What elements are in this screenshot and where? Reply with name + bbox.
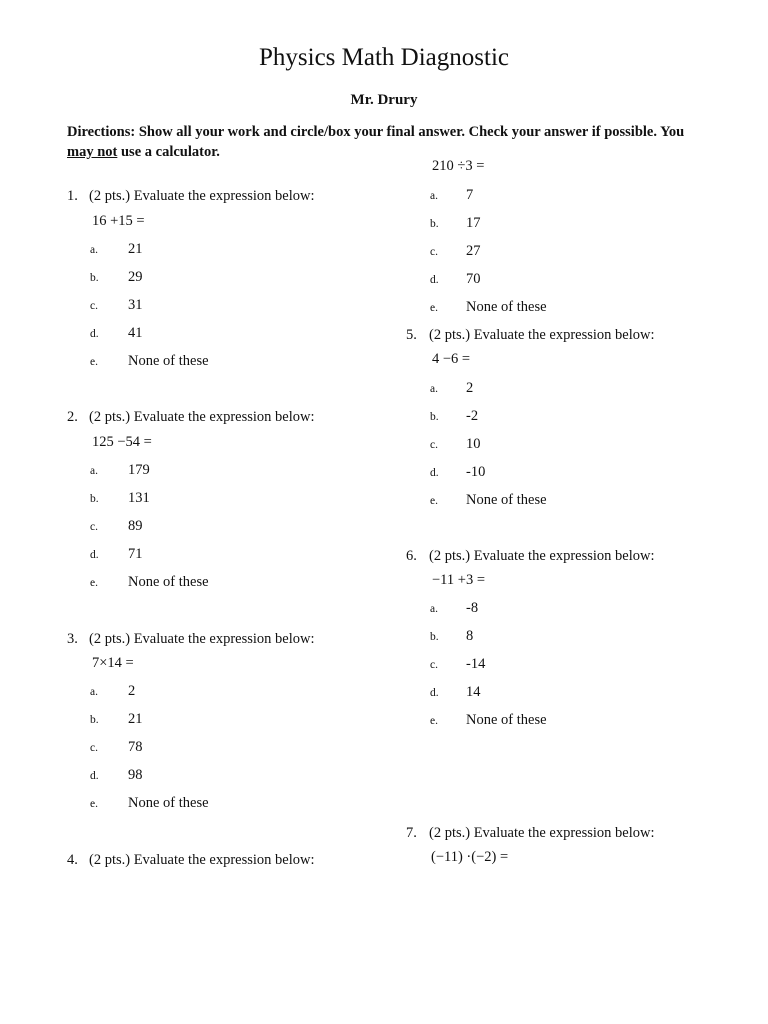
q4-option-letter: d. — [430, 274, 439, 286]
question-5-prompt: (2 pts.) Evaluate the expression below: — [429, 327, 655, 343]
q1-option-value: 21 — [128, 241, 143, 257]
q4-option-value: 70 — [466, 271, 481, 287]
q4-option-letter: c. — [430, 246, 438, 258]
q1-option-letter: c. — [90, 300, 98, 312]
question-3-number: 3. — [67, 631, 78, 647]
q1-option-value: 31 — [128, 297, 143, 313]
question-7-expression: (−11) ·(−2) = — [431, 849, 509, 865]
question-7-prompt: (2 pts.) Evaluate the expression below: — [429, 825, 655, 841]
q5-option-letter: d. — [430, 467, 439, 479]
q2-option-letter: c. — [90, 521, 98, 533]
q3-option-letter: d. — [90, 770, 99, 782]
q2-option-value: 89 — [128, 518, 143, 534]
q6-option-letter: e. — [430, 715, 438, 727]
q5-option-value: -2 — [466, 408, 479, 424]
q3-option-value: 78 — [128, 739, 143, 755]
question-5-expression: 4 −6 = — [432, 351, 471, 367]
q2-option-letter: d. — [90, 549, 99, 561]
question-1-prompt: (2 pts.) Evaluate the expression below: — [89, 188, 315, 204]
q1-option-letter: e. — [90, 356, 98, 368]
q3-option-letter: e. — [90, 798, 98, 810]
q4-option-value: None of these — [466, 299, 547, 315]
question-2-expression: 125 −54 = — [92, 434, 152, 450]
directions-text: Directions: Show all your work and circle/box your final answer. Check your answer if possible. You — [67, 124, 685, 140]
q6-option-value: -14 — [466, 656, 486, 672]
q4-option-letter: b. — [430, 218, 439, 230]
q3-option-value: None of these — [128, 795, 209, 811]
question-5-number: 5. — [406, 327, 417, 343]
question-2-number: 2. — [67, 409, 78, 425]
q6-option-value: None of these — [466, 712, 547, 728]
q2-option-letter: b. — [90, 493, 99, 505]
q1-option-value: None of these — [128, 353, 209, 369]
q1-option-letter: a. — [90, 244, 98, 256]
directions-emphasis: may not — [67, 144, 118, 160]
question-4-prompt: (2 pts.) Evaluate the expression below: — [89, 852, 315, 868]
question-2-prompt: (2 pts.) Evaluate the expression below: — [89, 409, 315, 425]
q5-option-letter: a. — [430, 383, 438, 395]
q2-option-value: 71 — [128, 546, 143, 562]
q3-option-value: 21 — [128, 711, 143, 727]
q6-option-letter: c. — [430, 659, 438, 671]
q3-option-letter: c. — [90, 742, 98, 754]
q5-option-letter: e. — [430, 495, 438, 507]
q5-option-letter: b. — [430, 411, 439, 423]
q3-option-letter: a. — [90, 686, 98, 698]
q1-option-letter: d. — [90, 328, 99, 340]
q6-option-letter: d. — [430, 687, 439, 699]
question-3-prompt: (2 pts.) Evaluate the expression below: — [89, 631, 315, 647]
q2-option-value: 179 — [128, 462, 150, 478]
q4-option-value: 17 — [466, 215, 481, 231]
q6-option-value: 8 — [466, 628, 474, 644]
q2-option-letter: e. — [90, 577, 98, 589]
q6-option-letter: b. — [430, 631, 439, 643]
q6-option-letter: a. — [430, 603, 438, 615]
q1-option-value: 41 — [128, 325, 143, 341]
q1-option-letter: b. — [90, 272, 99, 284]
q4-option-value: 7 — [466, 187, 474, 203]
q2-option-value: None of these — [128, 574, 209, 590]
q5-option-value: 10 — [466, 436, 481, 452]
q5-option-value: -10 — [466, 464, 486, 480]
page-title: Physics Math Diagnostic — [259, 44, 509, 71]
q3-option-letter: b. — [90, 714, 99, 726]
question-6-number: 6. — [406, 548, 417, 564]
question-6-prompt: (2 pts.) Evaluate the expression below: — [429, 548, 655, 564]
q6-option-value: 14 — [466, 684, 481, 700]
q3-option-value: 2 — [128, 683, 136, 699]
q5-option-value: None of these — [466, 492, 547, 508]
q5-option-value: 2 — [466, 380, 474, 396]
q4-option-value: 27 — [466, 243, 481, 259]
q5-option-letter: c. — [430, 439, 438, 451]
question-4-expression: 210 ÷3 = — [432, 158, 485, 174]
question-1-expression: 16 +15 = — [92, 213, 145, 229]
question-3-expression: 7×14 = — [92, 655, 134, 671]
directions-text-end: use a calculator. — [117, 144, 220, 160]
question-4-number: 4. — [67, 852, 78, 868]
q1-option-value: 29 — [128, 269, 143, 285]
question-7-number: 7. — [406, 825, 417, 841]
question-6-expression: −11 +3 = — [432, 572, 485, 588]
q6-option-value: -8 — [466, 600, 479, 616]
teacher-name: Mr. Drury — [350, 92, 418, 108]
q2-option-letter: a. — [90, 465, 98, 477]
q3-option-value: 98 — [128, 767, 143, 783]
q4-option-letter: e. — [430, 302, 438, 314]
q4-option-letter: a. — [430, 190, 438, 202]
q2-option-value: 131 — [128, 490, 150, 506]
directions — [67, 122, 687, 162]
question-1-number: 1. — [67, 188, 78, 204]
